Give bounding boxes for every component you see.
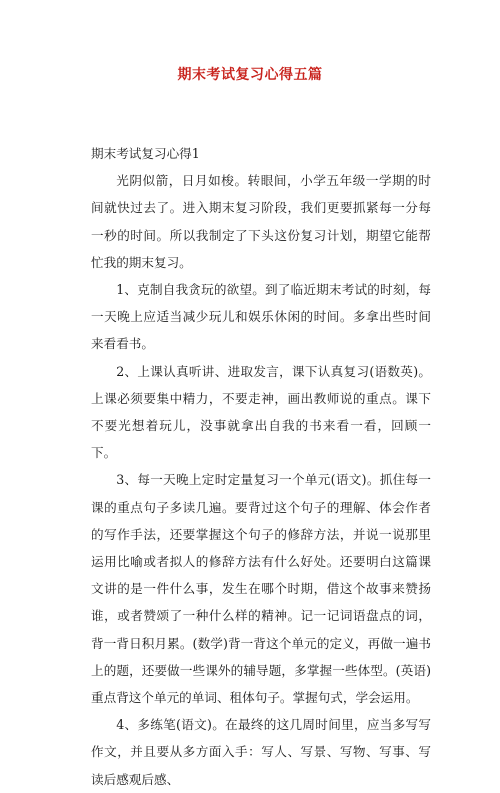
paragraph-item-3: 3、每一天晚上定时定量复习一个单元(语文)。抓住每一课的重点句子多读几遍。要背过这个句子的理解、体会作者的写作手法，还要掌握这个句子的修辞方法，并说一说那里运用比喻或者拟人的修辞方法有什么好处。还要明白这篇课文讲的是一件什么事，发生在哪个时期，借这个故事来赞扬谁，或者赞颂了一种什么样的精神。记一记词语盘点的词，背一背日积月累。(数学)背一背这个单元的定义，再做一遍书上的题，还要做一些课外的辅导题，多掌握一些体型。(英语)重点背这个单元的单词、租体句子。掌握句式，学会运用。 <box>91 472 431 706</box>
section-heading: 期末考试复习心得1 <box>91 146 200 161</box>
paragraph-intro: 光阴似箭，日月如梭。转眼间，小学五年级一学期的时间就快过去了。进入期末复习阶段，我们更要抓紧每一分每一秒的时间。所以我制定了下头这份复习计划，期望它能帮忙我的期末复习。 <box>91 173 431 270</box>
paragraph-item-2: 2、上课认真听讲、进取发言，课下认真复习(语数英)。上课必须要集中精力，不要走神，画出教师说的重点。课下不要光想着玩儿，没事就拿出自我的书来看一看，回顾一下。 <box>91 363 431 461</box>
paragraph-item-4: 4、多练笔(语文)。在最终的这几周时间里，应当多写写作文，并且要从多方面入手：写人、写景、写物、写事、写读后感观后感、 <box>91 717 431 787</box>
document-body <box>91 140 431 793</box>
paragraph-item-1: 1、克制自我贪玩的欲望。到了临近期末考试的时刻，每一天晚上应适当减少玩儿和娱乐休闲的时间。多拿出些时间来看看书。 <box>91 282 431 352</box>
document-title: 期末考试复习心得五篇 <box>177 67 323 83</box>
